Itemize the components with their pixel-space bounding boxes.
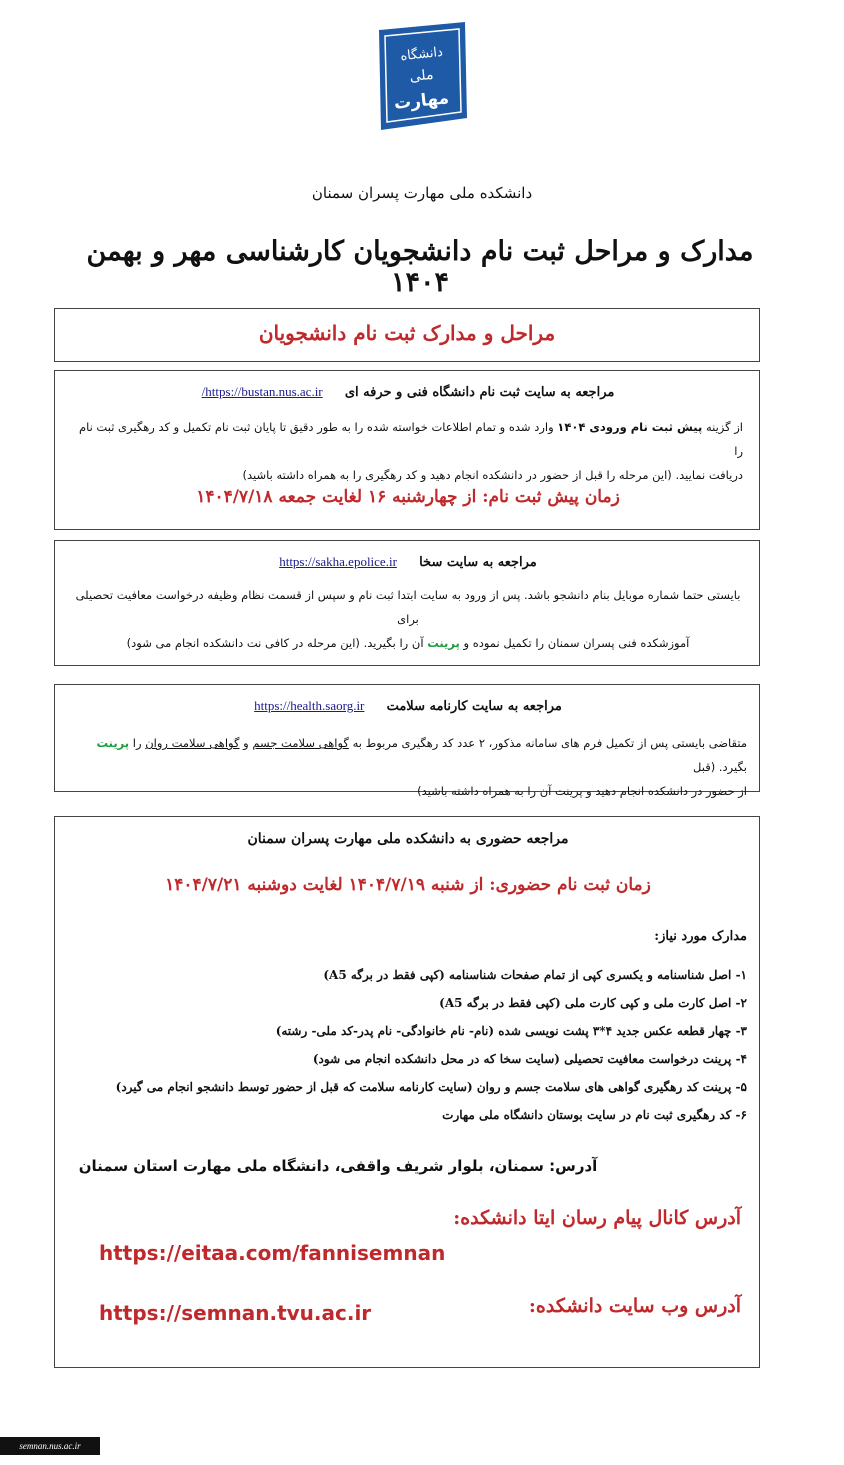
bustan-link[interactable]: https://bustan.nus.ac.ir/ [201,384,323,399]
college-subtitle: دانشکده ملی مهارت پسران سمنان [311,184,533,202]
eitaa-label: آدرس کانال پیام رسان ایتا دانشکده: [453,1207,741,1229]
step1-text-bold: پیش ثبت نام ورودی ۱۴۰۴ [557,420,703,434]
step1-date: زمان پیش ثبت نام: از چهارشنبه ۱۶ لغایت جمعه ۱۴۰۴/۷/۱۸ [196,487,620,507]
step1-text-pre: از گزینه [705,420,743,434]
health-link[interactable]: https://health.saorg.ir [254,698,365,713]
step3-mental-health: گواهی سلامت روان [145,736,240,750]
step2-line2-pre: آموزشکده فنی پسران سمنان را تکمیل نموده و [463,636,690,650]
step4-heading: مراجعه حضوری به دانشکده ملی مهارت پسران سمنان [247,831,569,847]
step3-line1-ra: را [132,736,142,750]
website-link[interactable]: https://semnan.tvu.ac.ir [99,1301,372,1325]
docs-list [67,961,747,1129]
step3-box [54,684,760,798]
step2-heading: مراجعه به سایت سخا [419,555,537,570]
step3-line1-mid: و [243,736,249,750]
step3-heading-row [55,695,761,714]
docs-heading: مدارک مورد نیاز: [654,929,747,944]
doc-item: ۶- کد رهگیری ثبت نام در سایت بوستان دانشگاه ملی مهارت [442,1108,747,1122]
step1-heading: مراجعه به سایت ثبت نام دانشگاه فنی و حرفه ای [344,385,615,400]
step3-heading: مراجعه به سایت کارنامه سلامت [386,699,562,714]
step2-text [73,583,743,655]
step1-heading-row [55,381,761,400]
section-title-box [54,308,760,362]
eitaa-link[interactable]: https://eitaa.com/fannisemnan [99,1241,446,1265]
page-title: مدارک و مراحل ثبت نام دانشجویان کارشناسی مهر و بهمن ۱۴۰۴ [86,236,754,298]
svg-text:مهارت: مهارت [393,88,450,114]
step1-text-line2: دریافت نمایید. (این مرحله را قبل از حضور در دانشکده انجام دهید و کد رهگیری را به همراه داشته باشید) [242,468,743,482]
doc-item: ۱- اصل شناسنامه و یکسری کپی از تمام صفحات شناسنامه (کپی فقط در برگه A5) [323,968,747,982]
step1-box [54,370,760,530]
step1-text-post: وارد شده و تمام اطلاعات خواسته شده را به طور دقیق تا پایان ثبت نام تکمیل و کد رهگیری ثبت نام را [78,420,743,458]
step1-text [73,415,743,487]
address: آدرس: سمنان، بلوار شریف واقفی، دانشگاه ملی مهارت استان سمنان [78,1157,598,1175]
svg-text:ملی: ملی [408,66,435,86]
step4-box [54,816,760,1368]
doc-item: ۵- پرینت کد رهگیری گواهی های سلامت جسم و روان (سایت کارنامه سلامت که قبل از حضور توسط دانشجو انجام می گیرد) [115,1080,747,1094]
step3-print-word: پرینت [96,736,130,750]
step3-line2: از حضور در دانشکده انجام دهید و پرینت آن را به همراه داشته باشید) [417,784,747,798]
step2-heading-row [55,551,761,570]
university-logo [373,18,471,136]
svg-text:دانشگاه: دانشگاه [399,44,444,65]
doc-item: ۳- چهار قطعه عکس جدید ۴*۳ پشت نویسی شده (نام- نام خانوادگی- نام پدر-کد ملی- رشته) [275,1024,747,1038]
step2-box [54,540,760,666]
doc-item: ۴- پرینت درخواست معافیت تحصیلی (سایت سخا که در محل دانشکده انجام می شود) [312,1052,747,1066]
step3-line1-pre: متقاضی بایستی پس از تکمیل فرم های سامانه مذکور، ۲ عدد کد رهگیری مربوط به [352,736,747,750]
web-label: آدرس وب سایت دانشکده: [528,1295,741,1317]
site-watermark-tag: semnan.nus.ac.ir [0,1437,100,1455]
step3-body-health: گواهی سلامت جسم [252,736,349,750]
step2-print-word: پرینت [427,636,460,650]
step4-date: زمان ثبت نام حضوری: از شنبه ۱۴۰۴/۷/۱۹ لغایت دوشنبه ۱۴۰۴/۷/۲۱ [165,875,651,895]
sakha-link[interactable]: https://sakha.epolice.ir [279,554,397,569]
step3-text [69,731,747,803]
step2-line2-post: آن را بگیرید. (این مرحله در کافی نت دانشکده انجام می شود) [126,636,424,650]
step2-line1: بایستی حتما شماره موبایل بنام دانشجو باشد. پس از ورود به سایت ابتدا ثبت نام و سپس از قسمت نظام وظیفه درخواست معافیت تحصیلی برای [75,588,741,626]
doc-item: ۲- اصل کارت ملی و کپی کارت ملی (کپی فقط در برگه A5) [439,996,747,1010]
section-title: مراحل و مدارک ثبت نام دانشجویان [258,321,556,345]
step3-line1-post: بگیرد. (قبل [693,760,747,774]
